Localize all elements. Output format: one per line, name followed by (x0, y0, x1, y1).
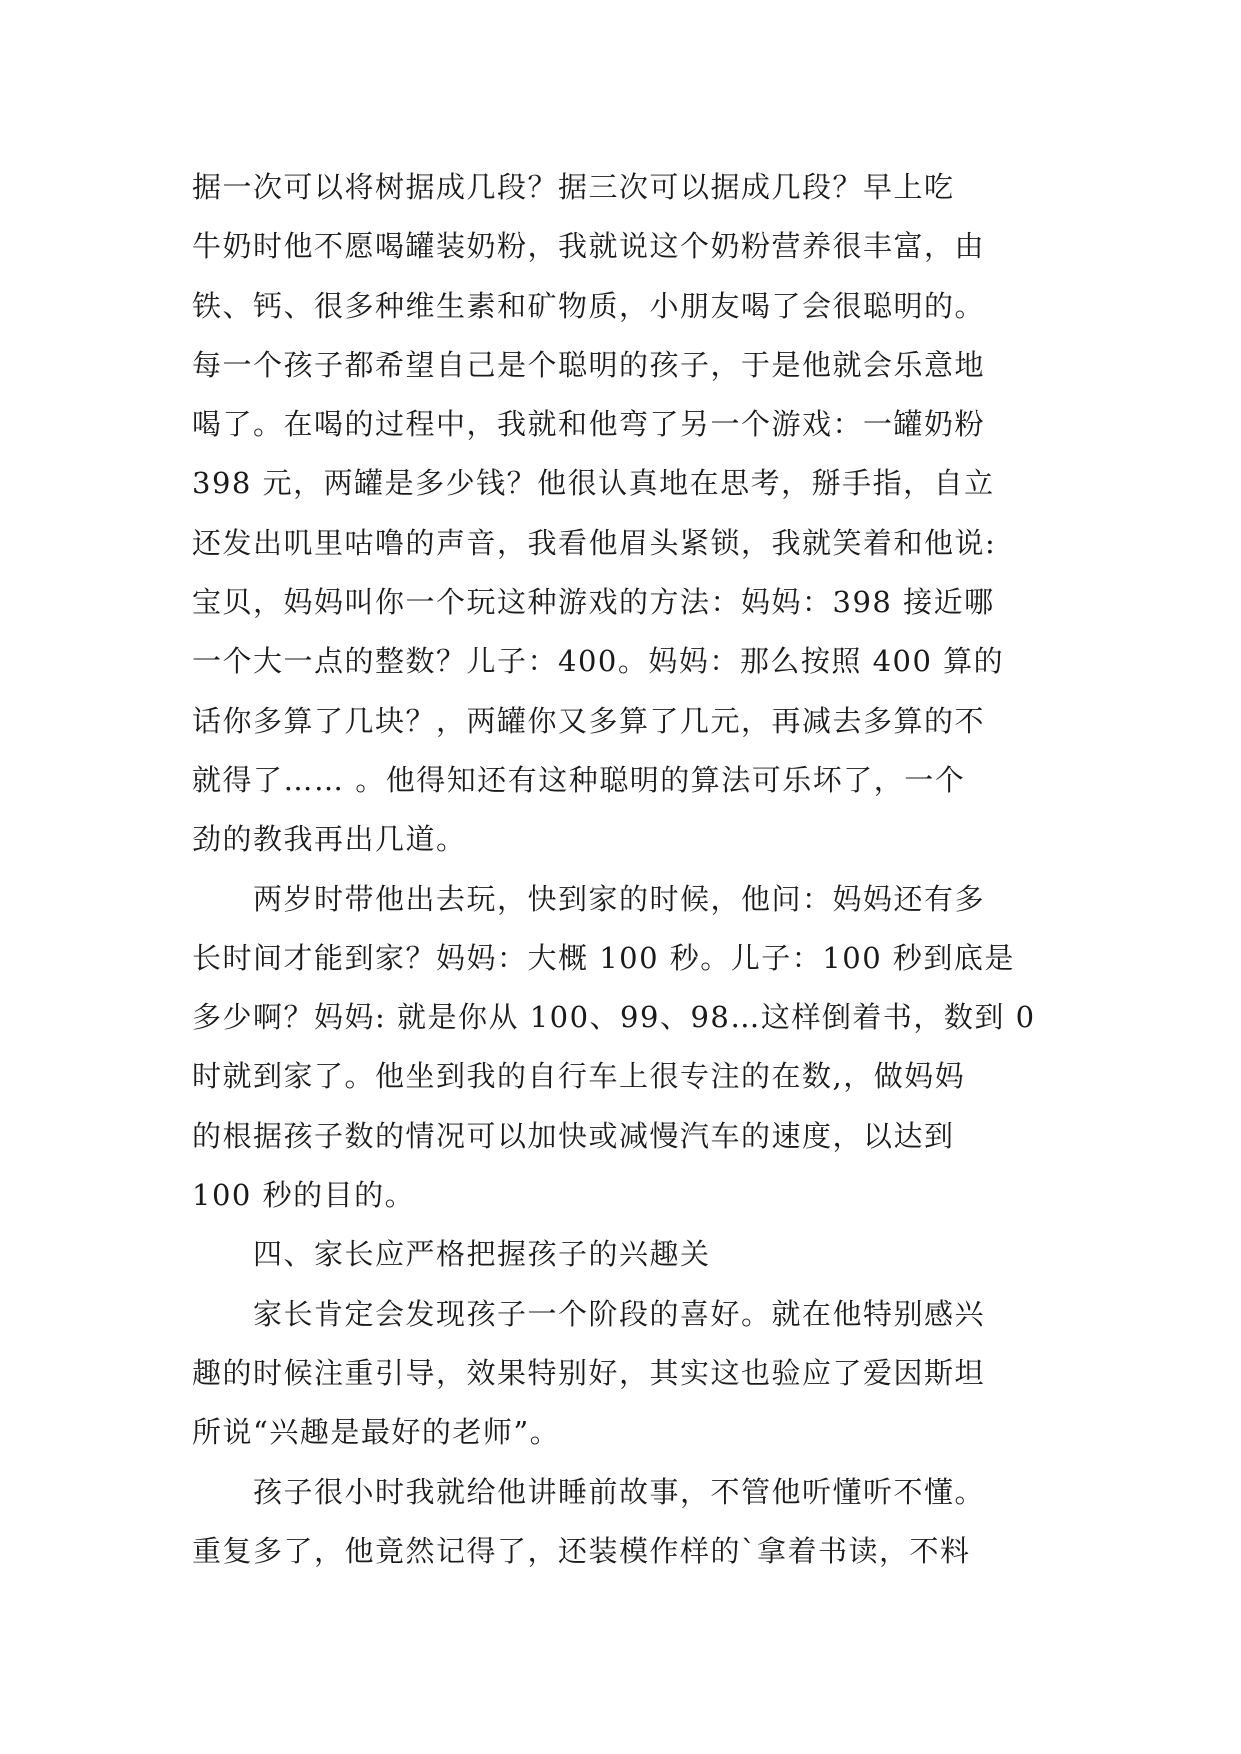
text-line: 话你多算了几块？，两罐你又多算了几元，再减去多算的不 (192, 703, 986, 738)
text-line: 长时间才能到家？妈妈：大概 100 秒。儿子：100 秒到底是 (192, 940, 1015, 975)
text-line: 牛奶时他不愿喝罐装奶粉，我就说这个奶粉营养很丰富，由 (192, 229, 986, 264)
text-line: 还发出叽里咕噜的声音，我看他眉头紧锁，我就笑着和他说: (192, 525, 997, 560)
text-line: 398 元，两罐是多少钱？他很认真地在思考，掰手指，自立 (192, 466, 995, 501)
text-line: 两岁时带他出去玩，快到家的时候，他问：妈妈还有多 (253, 881, 986, 916)
text-line: 喝了。在喝的过程中，我就和他弯了另一个游戏：一罐奶粉 (192, 407, 986, 442)
text-line: 的根据孩子数的情况可以加快或减慢汽车的速度，以达到 (192, 1118, 955, 1153)
text-line: 孩子很小时我就给他讲睡前故事，不管他听懂听不懂。 (253, 1474, 986, 1509)
text-line: 时就到家了。他坐到我的自行车上很专注的在数,，做妈妈 (192, 1059, 966, 1094)
text-line: 铁、钙、很多种维生素和矿物质，小朋友喝了会很聪明的。 (192, 288, 986, 323)
text-line: 就得了…… 。他得知还有这种聪明的算法可乐坏了，一个 (192, 762, 966, 797)
text-line: 重复多了，他竟然记得了，还装模作样的`拿着书读，不料 (192, 1533, 971, 1568)
text-line: 所说“兴趣是最好的老师”。 (192, 1415, 561, 1450)
text-line: 100 秒的目的。 (192, 1178, 416, 1213)
text-line: 多少啊？妈妈: 就是你从 100、99、98…这样倒着书，数到 0 (192, 1000, 1036, 1035)
text-line: 趣的时候注重引导，效果特别好，其实这也验应了爱因斯坦 (192, 1355, 986, 1390)
body-text (192, 158, 1072, 1581)
section-heading: 四、家长应严格把握孩子的兴趣关 (253, 1237, 711, 1272)
text-line: 每一个孩子都希望自己是个聪明的孩子，于是他就会乐意地 (192, 347, 986, 382)
text-line: 据一次可以将树据成几段？据三次可以据成几段？早上吃 (192, 170, 955, 204)
text-line: 劲的教我再出几道。 (192, 822, 467, 857)
text-line: 家长肯定会发现孩子一个阶段的喜好。就在他特别感兴 (253, 1296, 986, 1331)
text-line: 宝贝，妈妈叫你一个玩这种游戏的方法：妈妈：398 接近哪 (192, 585, 995, 620)
text-line: 一个大一点的整数？儿子：400。妈妈：那么按照 400 算的 (192, 644, 1005, 679)
